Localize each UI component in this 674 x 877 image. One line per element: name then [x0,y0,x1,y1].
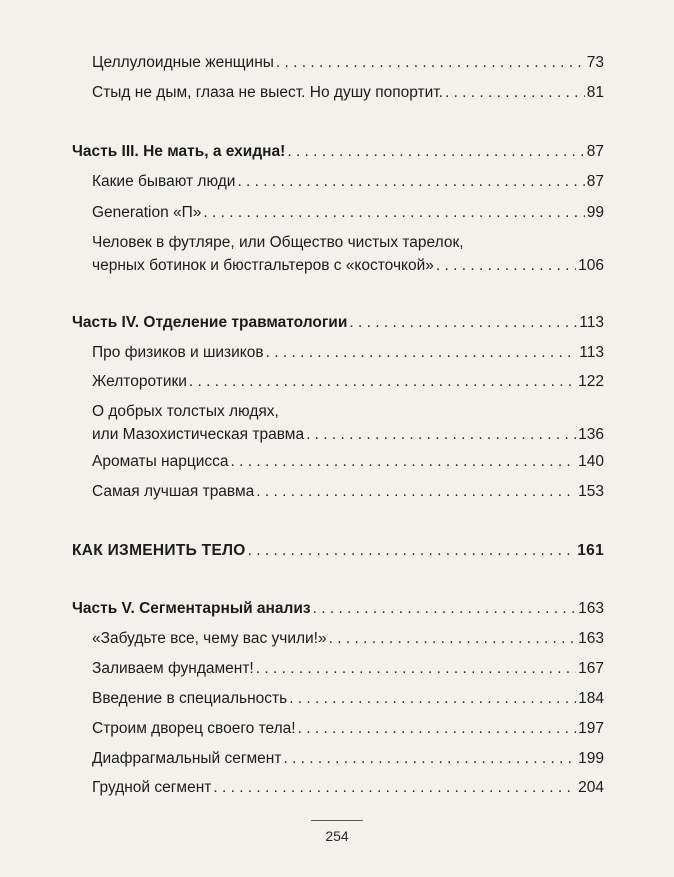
toc-page-number: 163 [578,600,604,617]
toc-line [92,748,604,770]
toc-line [92,481,604,503]
toc-line [72,312,604,334]
toc-line [92,718,604,740]
leader-dots [256,658,576,680]
toc-entry-title: Какие бывают люди [92,173,236,190]
leader-dots [289,688,576,710]
toc-page-number: 81 [586,84,604,101]
toc-line [92,628,604,650]
toc-page-number: 197 [578,720,604,737]
leader-dots [237,171,584,193]
toc-page-number: 113 [579,344,604,361]
toc-page-number: 99 [586,204,604,221]
toc-entry-title: Целлулоидные женщины [92,54,274,71]
toc-page-number: 136 [578,426,604,443]
part-title: Не мать, а ехидна! [143,143,286,160]
toc-line [92,688,604,710]
leader-dots [203,202,584,224]
toc-line [72,141,604,163]
toc-entry-title: Заливаем фундамент! [92,660,254,677]
toc-entry-title-line2: черных ботинок и бюстгальтеров с «косточкой» [92,257,434,274]
part-label: Часть IV. [72,314,140,331]
toc-entry-title: Стыд не дым, глаза не выест. Но душу попортит. [92,84,443,101]
toc-line [92,255,604,277]
leader-dots [287,141,584,163]
toc-entry-title: Generation «П» [92,204,202,221]
part-label: Часть III. [72,143,139,160]
toc-entry-title: Диафрагмальный сегмент [92,750,282,767]
part-label: Часть V. [72,600,135,617]
toc-page-number: 122 [578,373,604,390]
toc-entry-title: «Забудьте все, чему вас учили!» [92,630,327,647]
toc-entry-title: Самая лучшая травма [92,483,255,500]
toc-page-number: 73 [586,54,604,71]
toc-line [92,401,604,423]
page-number-footer: 254 [325,828,349,844]
toc-line [92,777,604,799]
toc-line [92,451,604,473]
part-title: Сегментарный анализ [139,600,311,617]
toc-line [92,371,604,393]
leader-dots [283,748,576,770]
toc-line [72,540,604,562]
leader-dots [298,718,577,740]
toc-line [92,82,604,104]
leader-dots [266,342,578,364]
toc-line [92,342,604,364]
leader-dots [306,424,576,446]
toc-line [92,202,604,224]
toc-page-number: 113 [579,314,604,331]
toc-page-number: 106 [578,257,604,274]
toc-entry-title-line1: О добрых толстых людях, [92,403,279,420]
toc-page-number: 140 [578,453,604,470]
toc-line [72,598,604,620]
toc-line [92,424,604,446]
leader-dots [276,52,585,74]
toc-line [92,658,604,680]
toc-page-number: 161 [577,542,604,559]
toc-page-number: 204 [578,779,604,796]
toc-page-number: 153 [578,483,604,500]
toc-page-number: 184 [578,690,604,707]
leader-dots [256,481,576,503]
leader-dots [445,82,585,104]
toc-entry-title-line1: Человек в футляре, или Общество чистых тарелок, [92,234,464,251]
toc-line [92,171,604,193]
folio-rule [311,820,363,821]
leader-dots [231,451,577,473]
leader-dots [313,598,577,620]
leader-dots [248,540,576,562]
leader-dots [213,777,576,799]
toc-entry-title: Грудной сегмент [92,779,212,796]
toc-entry-title: Про физиков и шизиков [92,344,264,361]
toc-page-number: 87 [586,173,604,190]
toc-entry-title-line2: или Мазохистическая травма [92,426,305,443]
toc-entry-title: Введение в специальность [92,690,288,707]
toc-page-number: 199 [578,750,604,767]
toc-page-number: 167 [578,660,604,677]
toc-entry-title: Строим дворец своего тела! [92,720,296,737]
toc-line [92,52,604,74]
toc-page-number: 87 [586,143,604,160]
leader-dots [349,312,577,334]
toc-entry-title: Ароматы нарцисса [92,453,229,470]
leader-dots [329,628,577,650]
section-title: КАК ИЗМЕНИТЬ ТЕЛО [72,542,246,559]
leader-dots [189,371,576,393]
leader-dots [436,255,576,277]
toc-page-number: 163 [578,630,604,647]
toc-line [92,232,604,254]
part-title: Отделение травматологии [143,314,348,331]
toc-entry-title: Желторотики [92,373,187,390]
